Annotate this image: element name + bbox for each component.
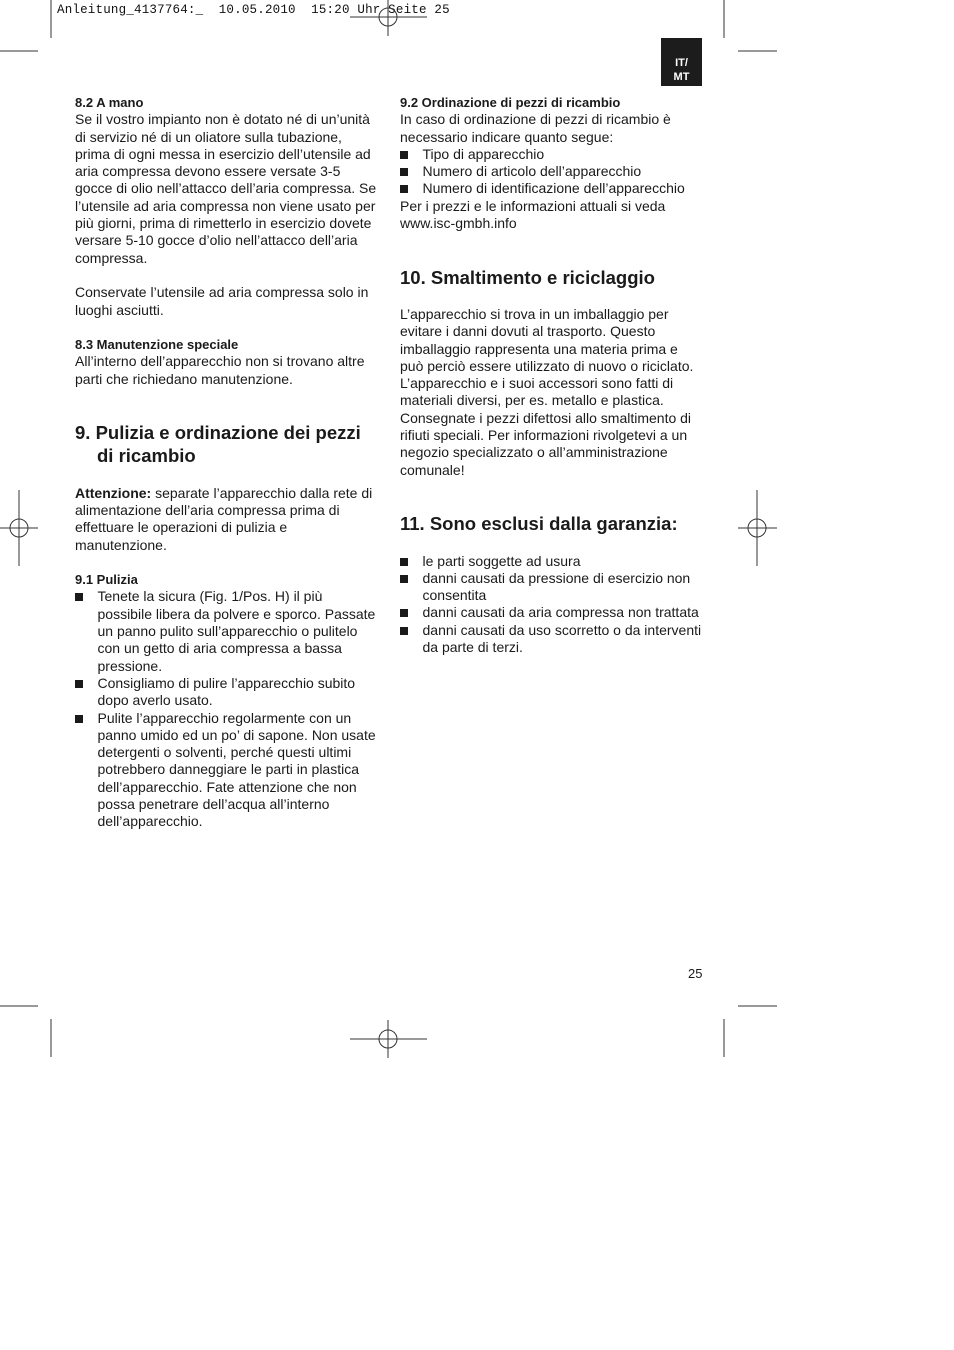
list-item: danni causati da aria compressa non trattata: [400, 604, 705, 621]
list-item: Tenete la sicura (Fig. 1/Pos. H) il più possibile libera da polvere e sporco. Passate un panno pulito sull’apparecchio o pulitelo con un getto di aria compressa a bassa pressione.: [75, 588, 380, 674]
section-9-2-list: [400, 146, 705, 198]
section-8-3-title: 8.3 Manutenzione speciale: [75, 337, 239, 353]
header-date: 10.05.2010: [218, 3, 296, 17]
list-item: le parti soggette ad usura: [400, 553, 705, 570]
section-10-heading: 10. Smaltimento e riciclaggio: [400, 266, 655, 288]
registration-mark-right: [738, 490, 777, 566]
left-column: [75, 94, 380, 831]
registration-mark-bottom: [350, 1020, 427, 1058]
section-10-paragraph: L’apparecchio si trova in un imballaggio per evitare i danni dovuti al trasporto. Questo imballaggio rappresenta una materia prima e può perciò essere utilizzato di nuovo o riciclato. L’apparecchio e i suoi accessori sono fatti di materiali diversi, per es. metallo e plastica. Consegnate i pezzi difettosi allo smaltimento di rifiuti speciali. Per informazioni rivolgetevi a un negozio specializzato o all’amministrazione comunale!: [400, 305, 694, 478]
section-9-1-list: [75, 588, 380, 830]
section-8-3-paragraph: All’interno dell’apparecchio non si trovano altre parti che richiedano manutenzione.: [75, 353, 365, 387]
attention-label: Attenzione:: [75, 484, 152, 501]
section-8-2-title: 8.2 A mano: [75, 95, 144, 110]
section-9-2-title: 9.2 Ordinazione di pezzi di ricambio: [400, 95, 621, 110]
header-page-label: Seite 25: [388, 3, 450, 17]
list-item: Consigliamo di pulire l’apparecchio subito dopo averlo usato.: [75, 675, 380, 710]
attention-text: separate l’apparecchio dalla rete di alimentazione dell’aria compressa prima di effettuare le operazioni di pulizia e manutenzione.: [75, 484, 373, 553]
page-number: 25: [688, 966, 703, 981]
list-item: Pulite l’apparecchio regolarmente con un panno umido ed un po’ di sapone. Non usate detergenti o solventi, perché questi ultimi potrebbero danneggiare le parti in plastica dell’apparecchio. Fate attenzione che non possa penetrare dell’acqua all’interno dell’apparecchio.: [75, 710, 380, 831]
list-item: Tipo di apparecchio: [400, 146, 705, 163]
section-9-2-intro: In caso di ordinazione di pezzi di ricambio è necessario indicare quanto segue:: [400, 111, 671, 145]
section-11-heading: 11. Sono esclusi dalla garanzia:: [400, 513, 678, 535]
language-badge-line2: MT: [673, 71, 690, 83]
list-item: Numero di articolo dell’apparecchio: [400, 163, 705, 180]
header-file: Anleitung_4137764:_: [57, 3, 204, 17]
language-badge-line1: IT/: [675, 57, 688, 69]
list-item: danni causati da uso scorretto o da interventi da parte di terzi.: [400, 622, 705, 657]
section-8-2-paragraph-2: Conservate l’utensile ad aria compressa solo in luoghi asciutti.: [75, 284, 369, 318]
section-9-heading: 9. Pulizia e ordinazione dei pezzi di ricambio: [75, 422, 361, 467]
list-item: Numero di identificazione dell’apparecchio: [400, 180, 705, 197]
language-badge: [661, 38, 702, 86]
header-time: 15:20 Uhr: [311, 3, 381, 17]
section-8-2-paragraph-1: Se il vostro impianto non è dotato né di un’unità di servizio né di un oliatore sulla tubazione, prima di ogni messa in esercizio dell’utensile ad aria compressa devono essere versate 3-5 gocce di olio nell’attacco dell’aria compressa. Se l’utensile ad aria compressa non viene usato per più giorni, prima di rimetterlo in esercizio dovete versare 5-10 gocce d’olio nell’attacco dell’aria compressa.: [75, 111, 377, 266]
section-11-list: [400, 553, 705, 657]
registration-mark-top: [350, 0, 427, 36]
section-9-attention: [75, 485, 380, 554]
section-9-2-outro: Per i prezzi e le informazioni attuali si veda www.isc-gmbh.info: [400, 197, 666, 232]
list-item: danni causati da pressione di esercizio non consentita: [400, 570, 705, 605]
registration-mark-left: [0, 490, 38, 566]
section-9-1-title: 9.1 Pulizia: [75, 572, 138, 588]
right-column: [400, 94, 705, 656]
